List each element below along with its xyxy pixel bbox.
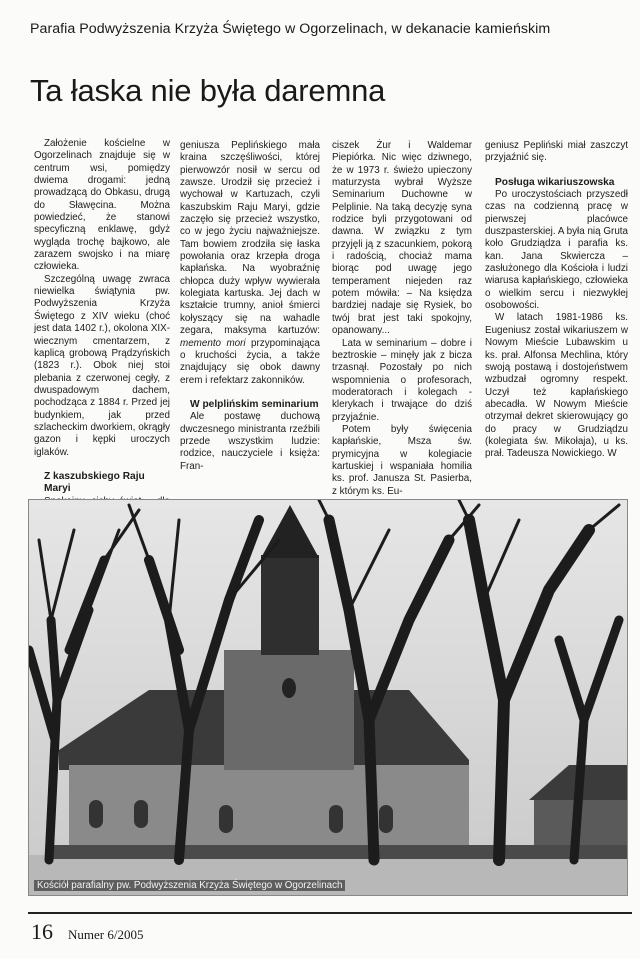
paragraph <box>180 140 320 387</box>
tower-window <box>282 678 296 698</box>
running-header: Parafia Podwyższenia Krzyża Świętego w Ogorzelinach, w dekanacie kamieńskim <box>30 21 551 37</box>
text-column-2 <box>180 140 320 473</box>
tower-base <box>224 650 354 770</box>
tower-belfry <box>261 555 319 655</box>
paragraph: Lata w seminarium – dobre i beztroskie – minęły jak z bicza trzasnął. Pozostały po nich wspomnienia o profesorach, moderatorach i kolegach - klerykach i trwające do dziś przyjaźnie. <box>332 337 472 423</box>
section-heading: Z kaszubskiego Raju Maryi <box>44 470 145 495</box>
paragraph: Ale postawę duchową dwczesnego ministranta rzeźbili przede wszystkim ludzie: rodzice, nauczyciele i księża: Fran- <box>180 411 320 472</box>
text-column-3 <box>332 140 472 498</box>
paragraph: Szczególną uwagę zwraca niewielka świątynia pw. Podwyższenia Krzyża Świętego z XIV wieku (choć jest data 1402 r.), okolona XIX-wiecznym cmentarzem, z kaplicą grobową Prądzyńskich (1823 r.). Obok niej stoi plebania z czerwonej cegły, z dwuspadowym dachem, pochodząca z 1884 r. Przed jej budynkiem, jak przed szlacheckim dworkiem, okrągły gazon i kępki uroczych iglaków. <box>34 273 170 458</box>
paragraph: Potem były święcenia kapłańskie, Msza św. prymicyjna w kolegiacie kartuskiej i wspaniała homilia ks. prof. Janusza St. Pasierba, z którym ks. Eu- <box>332 423 472 497</box>
footer-rule <box>28 912 632 914</box>
paragraph: Po uroczystościach przyszedł czas na codzienną pracę w pierwszej placówce duszpasterskiej. A była nią Gruta koło Grudziądza i parafia ks. kan. Jana Skwiercza – zasłużonego dla Kościoła i ludzi wiarusa kapłańskiego, człowieka o wielkim sercu i niezwykłej osobowości. <box>485 189 628 312</box>
paragraph: W latach 1981-1986 ks. Eugeniusz został wikariuszem w Nowym Mieście Lubawskim u ks. prał. Alfonsa Mechlina, który swoją postawą i dostojeństwem wzbudzał ogromny respekt. Uczył też kapłańskiego abecadła. W Nowym Mieście otrzymał dekret skierowujący go do pracy w Grudziądzu (kolegiata św. Mikołaja), u ks. prał. Tadeusza Nowickiego. W <box>485 312 628 460</box>
text-column-1 <box>34 138 170 520</box>
cemetery-fence <box>49 845 628 859</box>
article-title: Ta łaska nie była daremna <box>30 73 386 108</box>
text-column-4 <box>485 140 628 461</box>
church-window <box>379 805 393 833</box>
church-window <box>89 800 103 828</box>
paragraph: Założenie kościelne w Ogorzelinach znajduje się w centrum wsi, pomiędzy dwiema drogami: jedną prowadzącą do Obkasu, drugą do Sławęcina. Można powiedzieć, że stanowi specyficzną enklawę, gdyż wygląda trochę bajkowo, ale zarazem swojsko i na miarę człowieka. <box>34 138 170 273</box>
page-number: 16 <box>31 919 53 944</box>
paragraph-text: geniusza Peplińskiego mała kraina szczęśliwości, której pierwowzór nosił w sercu od zawsze. Urodził się przecież i wychował w Kartuzach, czyli kaszubskim Raju Maryi, gdzie zaczęło się przecież wszystko, co w jego życiu najważniejsze. Tam bowiem zrodziła się łaska powołania oraz krzepła droga kapłańska. Na wyobraźnię chłopca duży wpływ wywierała kolegiata kartuska. Jej dach w kształcie trumny, anioł śmierci kołyszący się na wahadle zegara, maksyma kartuzów: <box>180 140 320 337</box>
church-illustration <box>29 500 628 896</box>
church-window <box>329 805 343 833</box>
paragraph: ciszek Żur i Waldemar Piepiórka. Nic więc dziwnego, że w 1973 r. świeżo upieczony maturzysta wybrał Wyższe Seminarium Duchowne w Pelplinie. Na taką decyzję syna rodzice byli przygotowani od dawna. W związku z tym przyjęli ją z szacunkiem, pokorą i radością, chociaż mama biorąc pod uwagę jego temperament niejeden raz potem mówiła: – Na księdza bardziej nadaje się Rysiek, bo twój brat jest taki spokojny, opanowany... <box>332 140 472 337</box>
section-heading: Posługa wikariuszowska <box>495 176 615 188</box>
section-heading: W pelplińskim seminarium <box>190 398 319 410</box>
latin-phrase: memento mori <box>180 337 246 349</box>
photo-caption: Kościół parafialny pw. Podwyższenia Krzyża Świętego w Ogorzelinach <box>34 880 345 891</box>
paragraph-text: przypominająca o kruchości życia, a także znajdujący się obok dawny erem i refektarz zakonników. <box>180 337 320 386</box>
church-window <box>134 800 148 828</box>
church-photo <box>28 499 628 896</box>
church-window <box>219 805 233 833</box>
issue-number: Numer 6/2005 <box>68 927 144 942</box>
paragraph: geniusz Pepliński miał zaszczyt przyjaźnić się. <box>485 140 628 164</box>
